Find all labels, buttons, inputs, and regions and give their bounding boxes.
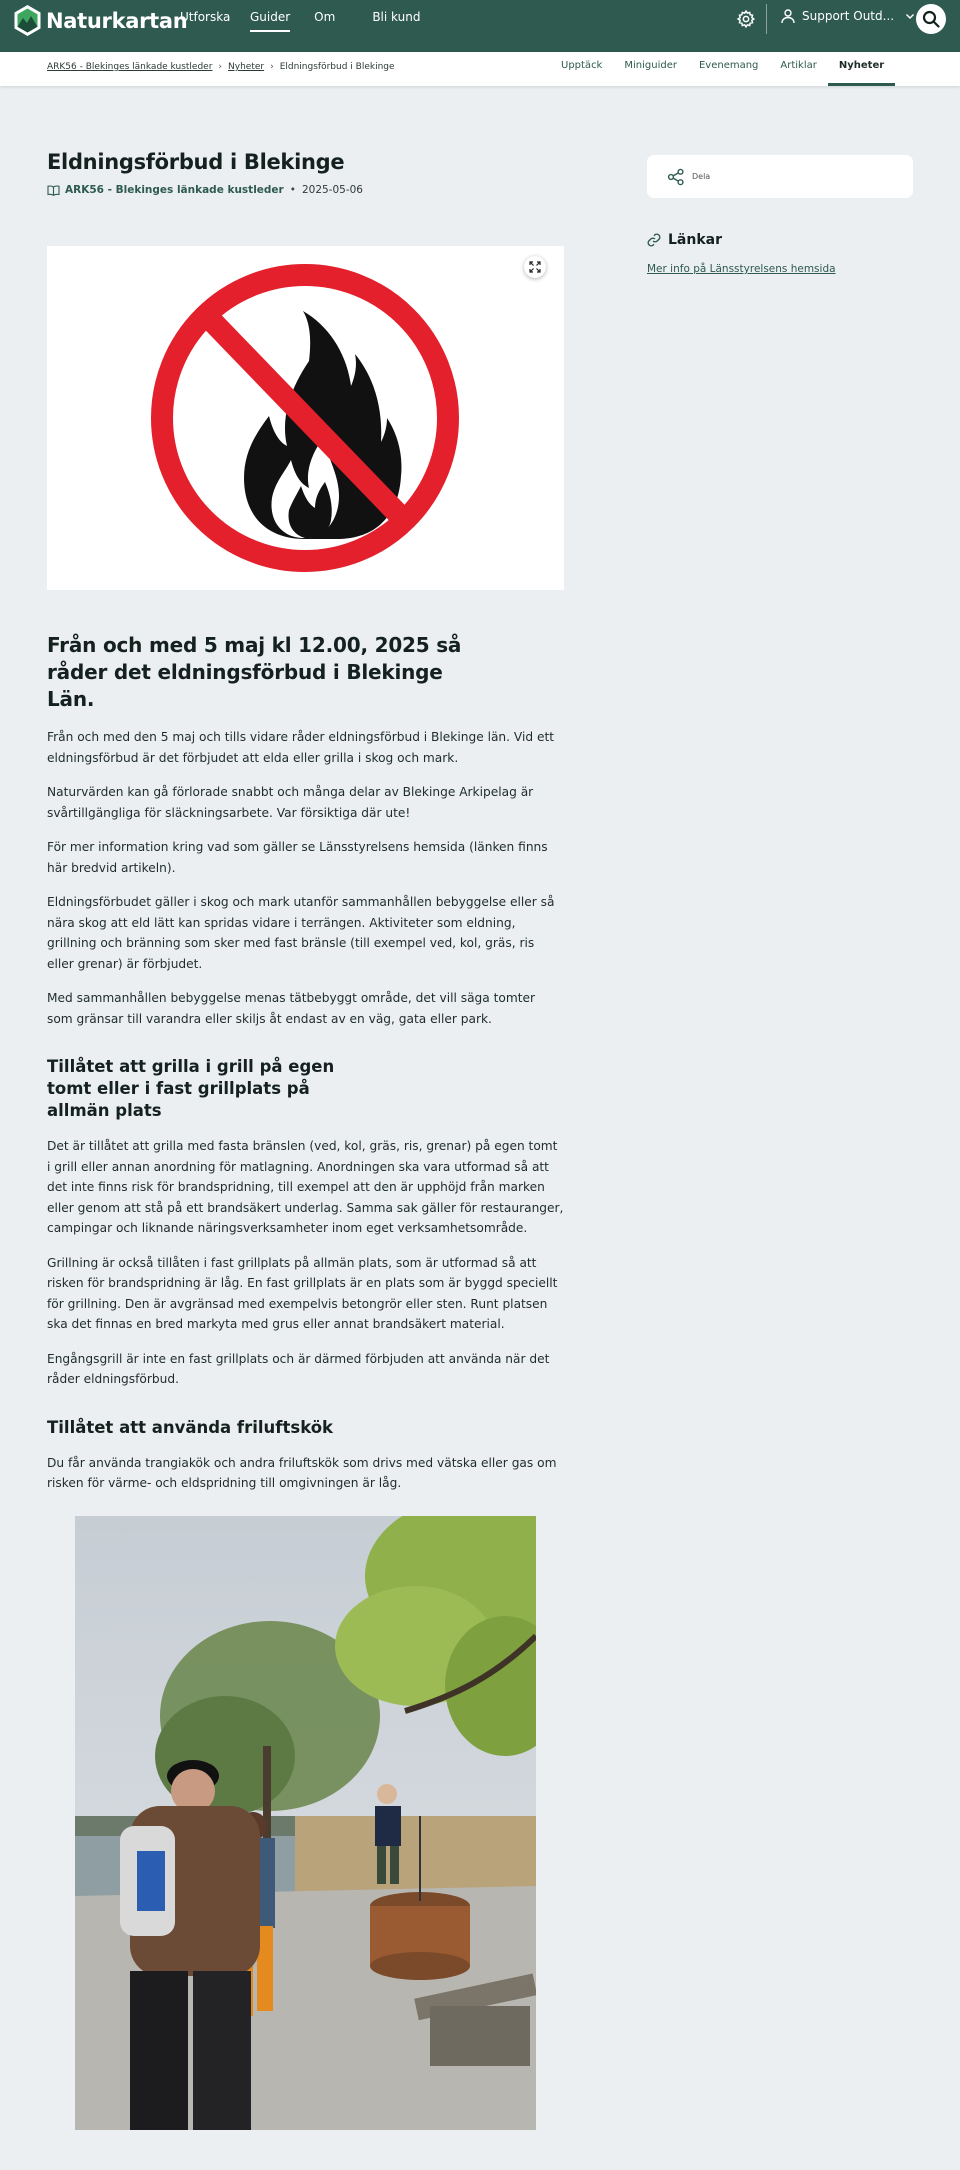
brand-logo[interactable] [13,4,187,37]
article-photo [75,1516,536,2130]
guide-tabs [550,52,895,86]
hero-image[interactable] [47,246,564,590]
article-lead-heading: Från och med 5 maj kl 12.00, 2025 så råder det eldningsförbud i Blekinge Län. [47,633,462,711]
chevron-right-icon: › [218,62,223,72]
nav-bli-kund[interactable]: Bli kund [372,10,421,24]
share-label: Dela [692,172,711,181]
outdoor-grill-photo [75,1516,536,2130]
paragraph: Från och med den 5 maj och tills vidare råder eldningsförbud i Blekinge län. Vid ett eldningsförbud är det förbjudet att elda eller grilla i skog och mark. [47,730,555,765]
brand-name: Naturkartan [46,8,188,33]
chevron-down-icon [904,10,916,22]
article-meta [47,184,564,196]
no-fire-sign-icon [47,246,564,590]
gear-icon[interactable] [736,9,756,29]
paragraph: Du får använda trangiakök och andra friluftskök som drivs med vätska eller gas om risken för värme- och eldspridning till omgivningen är låg. [47,1455,557,1490]
tab-artiklar[interactable]: Artiklar [780,59,817,71]
section-heading: Tillåtet att grilla i grill på egen tomt eller i fast grillplats på allmän plats [47,1057,335,1120]
paragraph: Engångsgrill är inte en fast grillplats och är därmed förbjuden att använda när det råder eldningsförbud. [47,1351,550,1386]
links-section [647,232,836,275]
nav-om[interactable]: Om [314,10,336,24]
paragraph: För mer information kring vad som gäller se Länsstyrelsens hemsida (länken finns här bredvid artikeln). [47,840,548,875]
share-icon [667,168,685,186]
article-body [47,632,564,1494]
sub-navigation [0,52,960,86]
naturkartan-logo-icon [13,4,42,37]
account-menu[interactable] [780,8,916,24]
link-icon [647,233,661,247]
top-navigation [0,0,960,52]
paragraph: Naturvärden kan gå förlorade snabbt och många delar av Blekinge Arkipelag är svårtillgängliga för släckningsarbete. Var försiktiga där ute! [47,785,534,820]
breadcrumb-guide[interactable]: ARK56 - Blekinges länkade kustleder [47,62,213,72]
breadcrumb-current: Eldningsförbud i Blekinge [279,62,395,72]
book-icon [47,185,60,196]
links-title: Länkar [668,232,722,248]
share-button[interactable] [647,155,913,198]
paragraph: Med sammanhållen bebyggelse menas tätbebyggt område, det vill säga tomter som gränsar till varandra eller skiljs åt endast av en väg, gata eller park. [47,991,536,1026]
search-button[interactable] [916,4,946,34]
expand-icon [529,261,541,273]
nav-divider [766,4,767,34]
breadcrumb-nyheter[interactable]: Nyheter [228,62,265,72]
tab-nyheter[interactable]: Nyheter [828,52,895,86]
article-header [47,150,564,196]
breadcrumb [47,62,395,72]
user-icon [780,8,796,24]
paragraph: Det är tillåtet att grilla med fasta bränslen (ved, kol, gräs, ris, grenar) på egen tomt i grill eller annan anordning för matlagning. Anordningen ska vara utformad så att det inte finns risk för brandspridning, till exempel att den är upphöjd från marken eller genom att stå på ett brandsäkert underlag. Samma sak gäller för restauranger, campingar och liknande näringsverksamheter inom eget verksamhetsområde. [47,1139,564,1235]
publish-date: 2025-05-06 [301,184,363,196]
section-heading: Tillåtet att använda friluftskök [47,1417,334,1437]
lansstyrelsen-link[interactable]: Mer info på Länsstyrelsens hemsida [647,263,836,275]
nav-utforska[interactable]: Utforska [180,10,231,24]
paragraph: Grillning är också tillåten i fast grillplats på allmän plats, som är utformad så att risken för brandspridning är låg. En fast grillplats är en plats som är byggd speciellt för grillning. Den är avgränsad med exempelvis betongrör eller sten. Runt platsen ska det finnas en bred markyta med grus eller annat brandsäkert material. [47,1255,558,1331]
paragraph: Eldningsförbudet gäller i skog och mark utanför sammanhållen bebyggelse eller så nära skog att eld lätt kan spridas vidare i terrängen. Aktiviteter som eldning, grillning och bränning som sker med fast bränsle (till exempel ved, kol, gräs, ris eller grenar) är förbjudet. [47,895,555,971]
meta-separator: • [289,184,296,196]
tab-upptack[interactable]: Upptäck [561,59,603,71]
tab-miniguider[interactable]: Miniguider [624,59,677,71]
guide-link[interactable]: ARK56 - Blekinges länkade kustleder [65,184,284,196]
chevron-right-icon: › [270,62,274,72]
tab-evenemang[interactable]: Evenemang [698,59,759,71]
main-nav [180,0,420,52]
search-icon [922,10,940,28]
links-heading [647,232,836,248]
nav-guider[interactable]: Guider [250,0,290,52]
account-label: Support Outd... [802,9,895,23]
expand-image-button[interactable] [524,256,546,278]
page-title: Eldningsförbud i Blekinge [47,150,345,174]
